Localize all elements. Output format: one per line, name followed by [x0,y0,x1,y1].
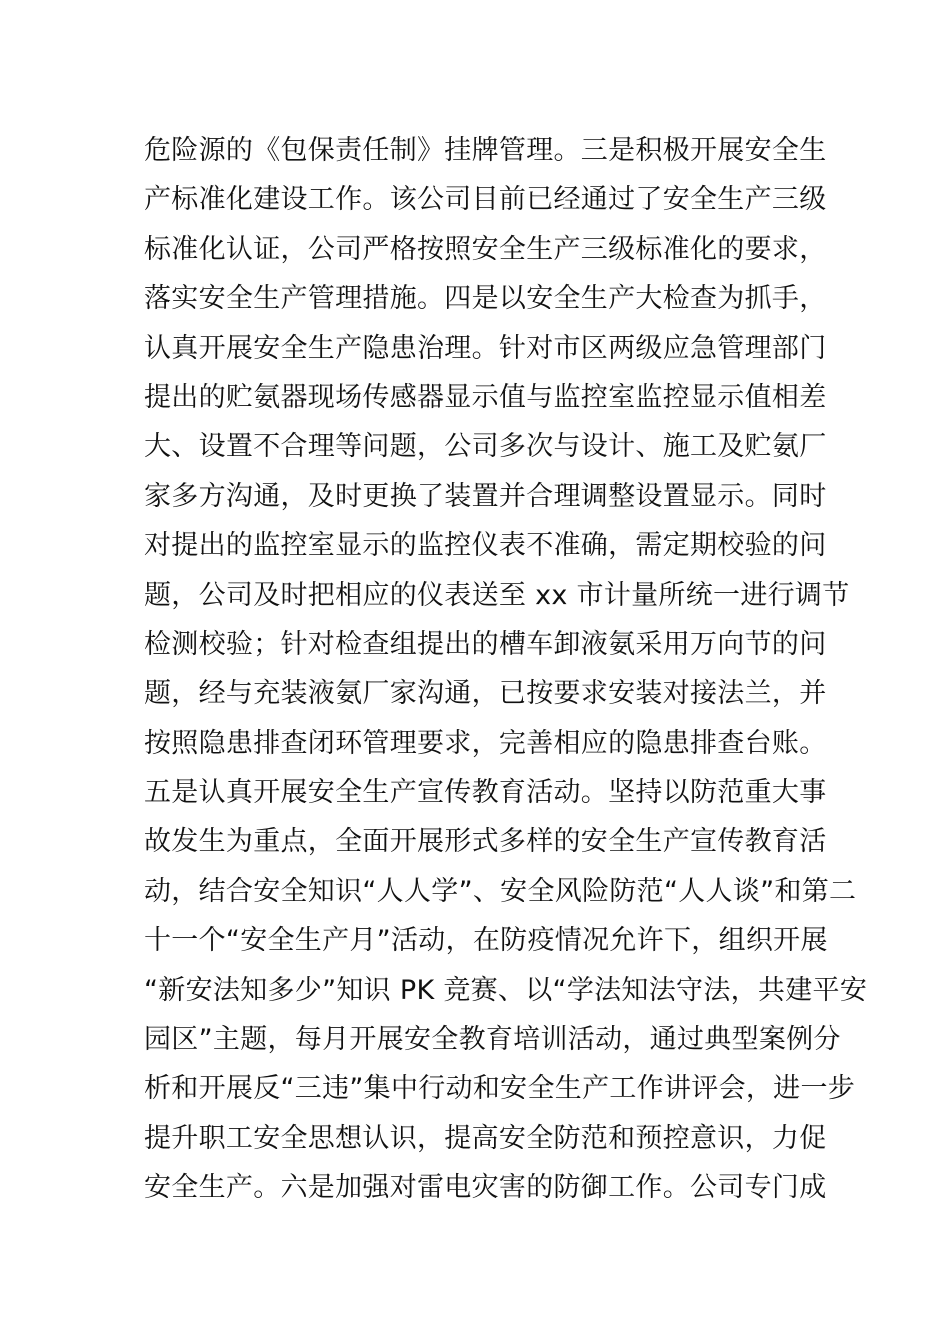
text-line: 标准化认证，公司严格按照安全生产三级标准化的要求， [144,233,827,265]
text-line: 产标准化建设工作。该公司目前已经通过了安全生产三级 [144,184,827,216]
text-line: 故发生为重点，全面开展形式多样的安全生产宣传教育活 [144,826,827,858]
text-line: 按照隐患排查闭环管理要求，完善相应的隐患排查台账。 [144,727,827,759]
text-line: “新安法知多少”知识 PK 竞赛、以“学法知法守法，共建平安 [144,974,868,1006]
body-text [144,126,868,1213]
text-line: 动，结合安全知识“人人学”、安全风险防范“人人谈”和第二 [144,875,857,907]
text-line: 对提出的监控室显示的监控仪表不准确，需定期校验的问 [144,530,827,562]
text-line: 家多方沟通，及时更换了装置并合理调整设置显示。同时 [144,480,827,512]
text-line: 安全生产。六是加强对雷电灾害的防御工作。公司专门成 [144,1172,827,1204]
text-line: 析和开展反“三违”集中行动和安全生产工作讲评会，进一步 [144,1073,856,1105]
text-line: 认真开展安全生产隐患治理。针对市区两级应急管理部门 [144,332,827,364]
text-line: 大、设置不合理等问题，公司多次与设计、施工及贮氨厂 [144,431,827,463]
text-line: 提升职工安全思想认识，提高安全防范和预控意识，力促 [144,1122,827,1154]
text-line: 十一个“安全生产月”活动，在防疫情况允许下，组织开展 [144,925,828,957]
text-line: 五是认真开展安全生产宣传教育活动。坚持以防范重大事 [144,777,827,809]
text-line: 题，经与充装液氨厂家沟通，已按要求安装对接法兰，并 [144,678,827,710]
text-line: 落实安全生产管理措施。四是以安全生产大检查为抓手， [144,283,827,315]
text-line: 危险源的《包保责任制》挂牌管理。三是积极开展安全生 [144,135,827,166]
text-line: 提出的贮氨器现场传感器显示值与监控室监控显示值相差 [144,381,827,413]
text-line: 检测校验；针对检查组提出的槽车卸液氨采用万向节的问 [144,628,827,660]
text-line: 题，公司及时把相应的仪表送至 xx 市计量所统一进行调节 [144,579,850,611]
text-line: 园区”主题，每月开展安全教育培训活动，通过典型案例分 [144,1024,841,1056]
